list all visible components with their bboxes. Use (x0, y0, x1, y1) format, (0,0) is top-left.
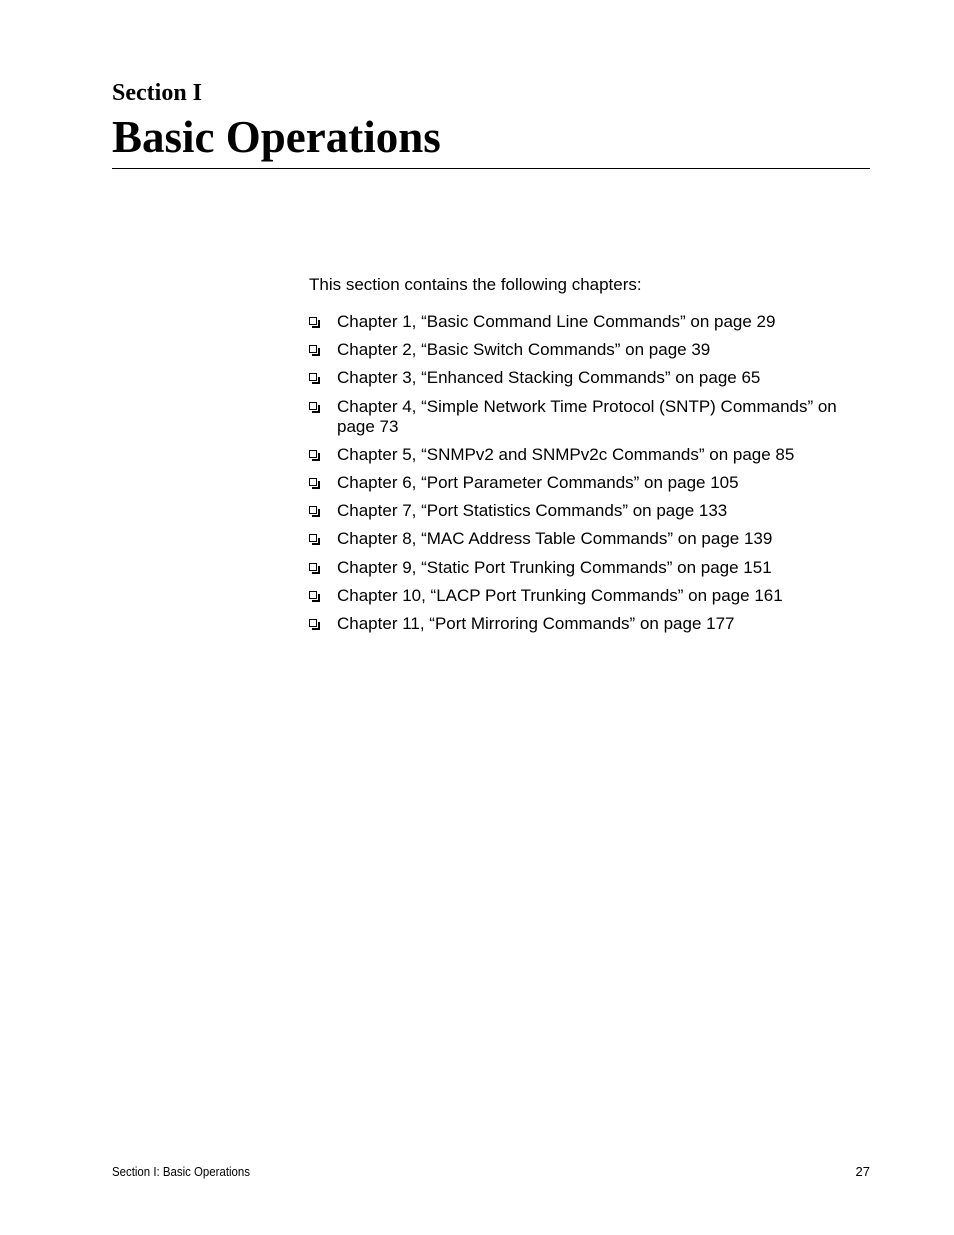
chapter-link[interactable]: Chapter 10, “LACP Port Trunking Commands” on page 161 (337, 585, 783, 605)
footer-page-number: 27 (855, 1164, 870, 1179)
footer-section-name: Section I: Basic Operations (112, 1164, 250, 1179)
checkbox-bullet-icon (309, 478, 317, 486)
checkbox-bullet-icon (309, 345, 317, 353)
list-item[interactable] (309, 368, 854, 388)
chapter-link[interactable]: Chapter 7, “Port Statistics Commands” on page 133 (337, 501, 728, 521)
chapter-link[interactable]: Chapter 8, “MAC Address Table Commands” on page 139 (337, 529, 773, 549)
list-item[interactable] (309, 445, 854, 465)
list-item[interactable] (309, 473, 854, 493)
checkbox-bullet-icon (309, 591, 317, 599)
page-title: Basic Operations (112, 112, 441, 162)
chapter-list (309, 312, 854, 642)
checkbox-bullet-icon (309, 450, 317, 458)
chapter-link[interactable]: Chapter 11, “Port Mirroring Commands” on page 177 (337, 613, 735, 633)
chapter-link[interactable]: Chapter 3, “Enhanced Stacking Commands” on page 65 (337, 368, 761, 388)
chapter-link[interactable]: Chapter 1, “Basic Command Line Commands” on page 29 (337, 312, 776, 331)
list-item[interactable] (309, 312, 854, 332)
intro-text: This section contains the following chapters: (309, 275, 642, 294)
checkbox-bullet-icon (309, 619, 317, 627)
list-item[interactable] (309, 340, 854, 360)
chapter-link[interactable]: Chapter 2, “Basic Switch Commands” on page 39 (337, 340, 711, 360)
checkbox-bullet-icon (309, 563, 317, 571)
checkbox-bullet-icon (309, 506, 317, 514)
checkbox-bullet-icon (309, 317, 317, 325)
title-divider (112, 168, 870, 169)
chapter-link[interactable]: Chapter 4, “Simple Network Time Protocol (SNTP) Commands” on page 73 (337, 396, 837, 436)
chapter-link[interactable]: Chapter 6, “Port Parameter Commands” on page 105 (337, 472, 739, 492)
checkbox-bullet-icon (309, 373, 317, 381)
list-item[interactable] (309, 614, 854, 634)
checkbox-bullet-icon (309, 534, 317, 542)
list-item[interactable] (309, 501, 854, 521)
section-label: Section I (112, 80, 202, 106)
list-item[interactable] (309, 529, 854, 549)
chapter-link[interactable]: Chapter 9, “Static Port Trunking Commands” on page 151 (337, 557, 772, 577)
checkbox-bullet-icon (309, 402, 317, 410)
chapter-link[interactable]: Chapter 5, “SNMPv2 and SNMPv2c Commands” on page 85 (337, 444, 795, 464)
list-item[interactable] (309, 586, 854, 606)
list-item[interactable] (309, 397, 854, 437)
list-item[interactable] (309, 558, 854, 578)
